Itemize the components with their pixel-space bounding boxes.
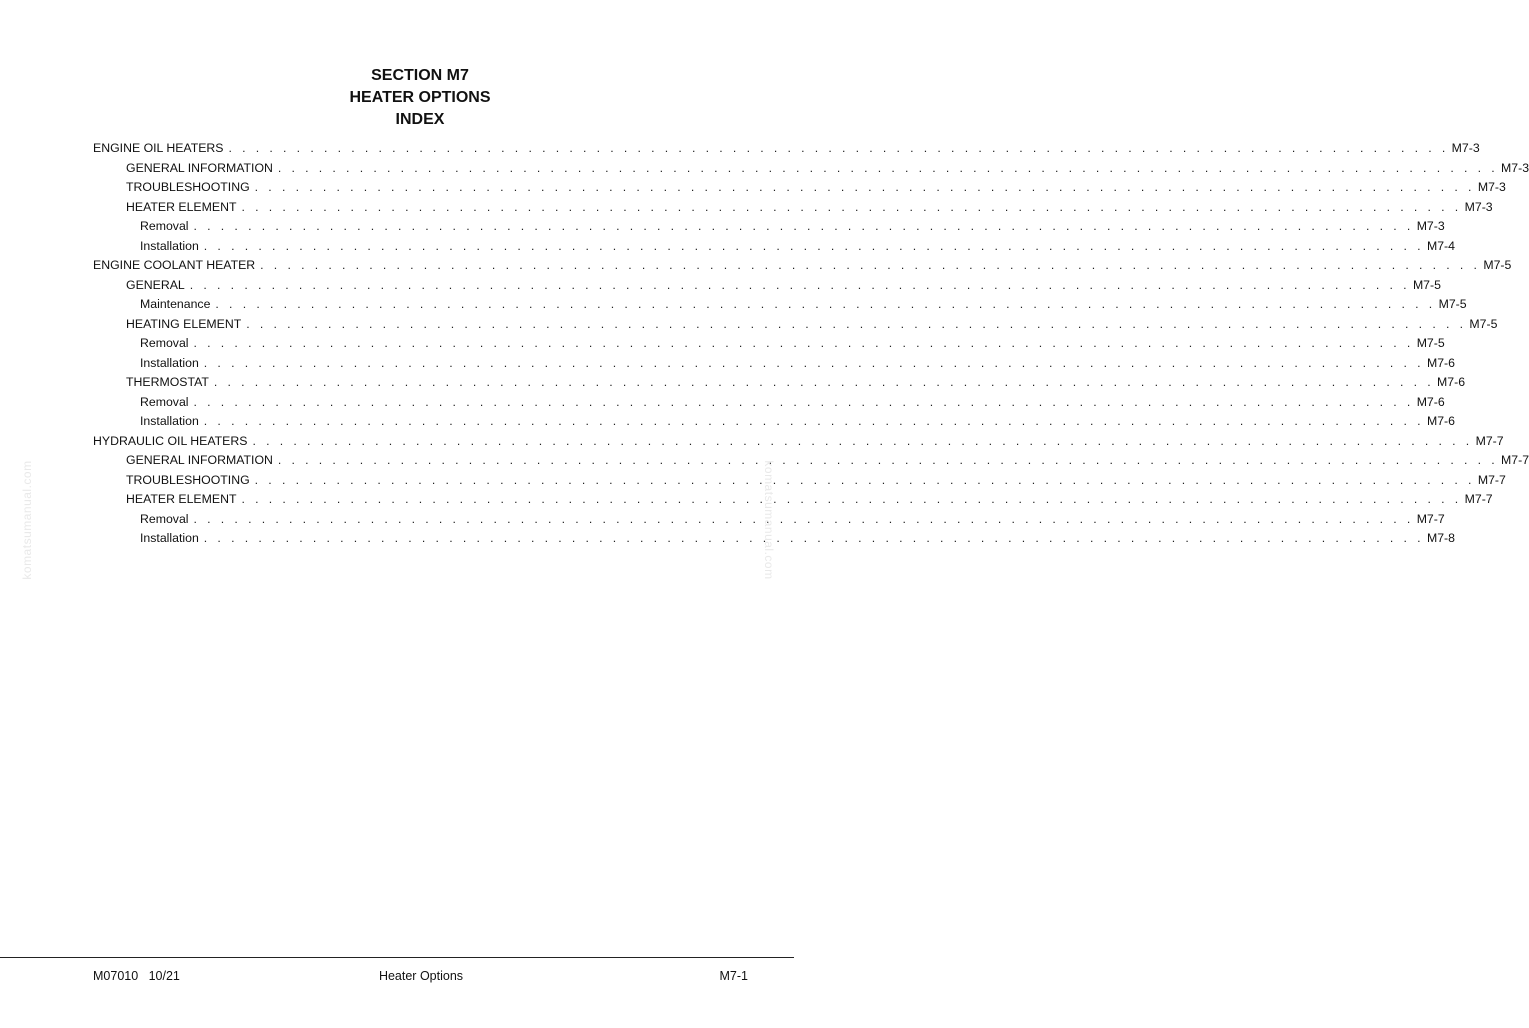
toc-entry[interactable] [93,373,1466,393]
dot-leader: . . . . . . . . . . . . . . . . . . . . . . . . . . . . . . . . . . . . . . . . . . . . . . . . . . . . . . . . . . . . . . . . . . . . . . . . . . . . . . . . . . . . . . . . . . [228,141,1449,155]
dot-leader: . . . . . . . . . . . . . . . . . . . . . . . . . . . . . . . . . . . . . . . . . . . . . . . . . . . . . . . . . . . . . . . . . . . . . . . . . . . . . . . . . . . . . . . . . . [252,433,1473,448]
toc-entry-label: Installation [140,355,199,370]
dot-leader: . . . . . . . . . . . . . . . . . . . . . . . . . . . . . . . . . . . . . . . . . . . . . . . . . . . . . . . . . . . . . . . . . . . . . . . . . . . . . . . . . . . . . . . . . . [213,375,1435,389]
dot-leader: . . . . . . . . . . . . . . . . . . . . . . . . . . . . . . . . . . . . . . . . . . . . . . . . . . . . . . . . . . . . . . . . . . . . . . . . . . . . . . . . . . . . . . . . . . [254,472,1475,487]
dot-leader: . . . . . . . . . . . . . . . . . . . . . . . . . . . . . . . . . . . . . . . . . . . . . . . . . . . . . . . . . . . . . . . . . . . . . . . . . . . . . . . . . . . . . . . . . . [193,219,1414,233]
toc-entry[interactable] [93,451,1529,471]
dot-leader: . . . . . . . . . . . . . . . . . . . . . . . . . . . . . . . . . . . . . . . . . . . . . . . . . . . . . . . . . . . . . . . . . . . . . . . . . . . . . . . . . . . . . . . . . . [254,180,1475,194]
toc-entry[interactable] [93,276,1441,296]
toc-entry-page: M7-5 [1416,336,1445,350]
toc-entry[interactable] [93,510,1445,530]
toc-entry-page: M7-7 [1501,453,1529,467]
toc-entry[interactable] [93,490,1493,510]
dot-leader: . . . . . . . . . . . . . . . . . . . . . . . . . . . . . . . . . . . . . . . . . . . . . . . . . . . . . . . . . . . . . . . . . . . . . . . . . . . . . . . . . . . . . . . . . . [246,316,1467,331]
toc-entry-label: THERMOSTAT [126,375,209,389]
toc-entry-page: M7-5 [1412,277,1441,292]
watermark-left: komatsumanual.com [20,460,34,580]
toc-entry-label: GENERAL INFORMATION [126,453,273,467]
footer-page-number: M7-1 [719,969,748,983]
toc-entry-page: M7-7 [1477,472,1506,487]
dot-leader: . . . . . . . . . . . . . . . . . . . . . . . . . . . . . . . . . . . . . . . . . . . . . . . . . . . . . . . . . . . . . . . . . . . . . . . . . . . . . . . . . . . . . . . . . . [193,511,1414,526]
toc-entry[interactable] [93,412,1455,432]
toc-entry[interactable] [93,178,1506,198]
toc-entry-page: M7-6 [1416,394,1445,409]
toc-entry[interactable] [93,237,1455,257]
dot-leader: . . . . . . . . . . . . . . . . . . . . . . . . . . . . . . . . . . . . . . . . . . . . . . . . . . . . . . . . . . . . . . . . . . . . . . . . . . . . . . . . . . . . . . . . . . [241,199,1462,214]
toc-entry-page: M7-3 [1416,219,1445,233]
toc-entry[interactable] [93,315,1498,335]
toc-entry-page: M7-6 [1426,355,1455,370]
toc-entry-page: M7-6 [1426,414,1455,428]
watermark-right: komatsumanual.com [762,460,776,580]
dot-leader: . . . . . . . . . . . . . . . . . . . . . . . . . . . . . . . . . . . . . . . . . . . . . . . . . . . . . . . . . . . . . . . . . . . . . . . . . . . . . . . . . . . . . . . . . . [260,258,1481,272]
footer-doc-code: M07010 10/21 [93,969,180,983]
footer-title: Heater Options [378,969,464,983]
index-title: INDEX [395,111,445,128]
toc-entry[interactable] [93,354,1455,374]
toc-entry-page: M7-3 [1501,160,1529,175]
toc-entry[interactable] [93,217,1445,237]
toc-entry-label: GENERAL [126,277,185,292]
toc-entry[interactable] [93,432,1504,452]
toc-entry[interactable] [93,139,1480,159]
dot-leader: . . . . . . . . . . . . . . . . . . . . . . . . . . . . . . . . . . . . . . . . . . . . . . . . . . . . . . . . . . . . . . . . . . . . . . . . . . . . . . . . . . . . . . . . . . [215,297,1436,311]
toc-entry-page: M7-5 [1469,316,1498,331]
toc-entry-page: M7-7 [1475,433,1504,448]
toc-entry-page: M7-3 [1464,199,1493,214]
toc-entry[interactable] [93,393,1445,413]
dot-leader: . . . . . . . . . . . . . . . . . . . . . . . . . . . . . . . . . . . . . . . . . . . . . . . . . . . . . . . . . . . . . . . . . . . . . . . . . . . . . . . . . . . . . . . . . . [203,414,1424,428]
dot-leader: . . . . . . . . . . . . . . . . . . . . . . . . . . . . . . . . . . . . . . . . . . . . . . . . . . . . . . . . . . . . . . . . . . . . . . . . . . . . . . . . . . . . . . . . . . [193,336,1414,350]
dot-leader: . . . . . . . . . . . . . . . . . . . . . . . . . . . . . . . . . . . . . . . . . . . . . . . . . . . . . . . . . . . . . . . . . . . . . . . . . . . . . . . . . . . . . . . . . . [203,355,1424,370]
toc-entry[interactable] [93,256,1512,276]
toc-entry-page: M7-7 [1464,492,1493,506]
toc-entry-page: M7-7 [1416,511,1445,526]
toc-entry[interactable] [93,159,1529,179]
toc-entry-label: Installation [140,414,199,428]
dot-leader: . . . . . . . . . . . . . . . . . . . . . . . . . . . . . . . . . . . . . . . . . . . . . . . . . . . . . . . . . . . . . . . . . . . . . . . . . . . . . . . . . . . . . . . . . . [277,160,1499,175]
section-heading [0,65,840,131]
footer-divider [0,957,794,958]
toc-entry[interactable] [93,334,1445,354]
toc-entry-label: HEATER ELEMENT [126,492,237,506]
dot-leader: . . . . . . . . . . . . . . . . . . . . . . . . . . . . . . . . . . . . . . . . . . . . . . . . . . . . . . . . . . . . . . . . . . . . . . . . . . . . . . . . . . . . . . . . . . [277,453,1499,467]
toc-entry-page: M7-6 [1437,375,1466,389]
toc-entry-page: M7-8 [1426,531,1455,545]
dot-leader: . . . . . . . . . . . . . . . . . . . . . . . . . . . . . . . . . . . . . . . . . . . . . . . . . . . . . . . . . . . . . . . . . . . . . . . . . . . . . . . . . . . . . . . . . . [203,238,1424,253]
toc-entry[interactable] [93,295,1467,315]
toc-entry-label: Removal [140,394,189,409]
dot-leader: . . . . . . . . . . . . . . . . . . . . . . . . . . . . . . . . . . . . . . . . . . . . . . . . . . . . . . . . . . . . . . . . . . . . . . . . . . . . . . . . . . . . . . . . . . [189,277,1410,292]
toc-entry[interactable] [93,471,1506,491]
toc-entry-label: Removal [140,511,189,526]
toc-entry-label: ENGINE COOLANT HEATER [93,258,256,272]
toc-entry[interactable] [93,198,1493,218]
toc-entry-label: TROUBLESHOOTING [126,472,250,487]
toc-entry[interactable] [93,529,1455,549]
toc-entry-page: M7-5 [1438,297,1467,311]
toc-entry-label: HYDRAULIC OIL HEATERS [93,433,248,448]
toc-entry-label: HEATER ELEMENT [126,199,237,214]
toc-entry-label: GENERAL INFORMATION [126,160,273,175]
toc-entry-label: HEATING ELEMENT [126,316,242,331]
toc-entry-label: Installation [140,238,199,253]
toc-entry-label: Removal [140,336,189,350]
toc-entry-page: M7-3 [1477,180,1506,194]
toc-entry-label: TROUBLESHOOTING [126,180,250,194]
toc-entry-label: ENGINE OIL HEATERS [93,141,224,155]
toc-entry-label: Removal [140,219,189,233]
section-title: HEATER OPTIONS [349,89,491,106]
section-number: SECTION M7 [371,67,469,84]
toc-entry-label: Maintenance [140,297,211,311]
dot-leader: . . . . . . . . . . . . . . . . . . . . . . . . . . . . . . . . . . . . . . . . . . . . . . . . . . . . . . . . . . . . . . . . . . . . . . . . . . . . . . . . . . . . . . . . . . [241,492,1462,506]
dot-leader: . . . . . . . . . . . . . . . . . . . . . . . . . . . . . . . . . . . . . . . . . . . . . . . . . . . . . . . . . . . . . . . . . . . . . . . . . . . . . . . . . . . . . . . . . . [193,394,1414,409]
dot-leader: . . . . . . . . . . . . . . . . . . . . . . . . . . . . . . . . . . . . . . . . . . . . . . . . . . . . . . . . . . . . . . . . . . . . . . . . . . . . . . . . . . . . . . . . . . [203,531,1424,545]
toc-entry-page: M7-4 [1426,238,1455,253]
toc-entry-page: M7-5 [1483,258,1512,272]
toc-entry-page: M7-3 [1451,141,1480,155]
toc-entry-label: Installation [140,531,199,545]
